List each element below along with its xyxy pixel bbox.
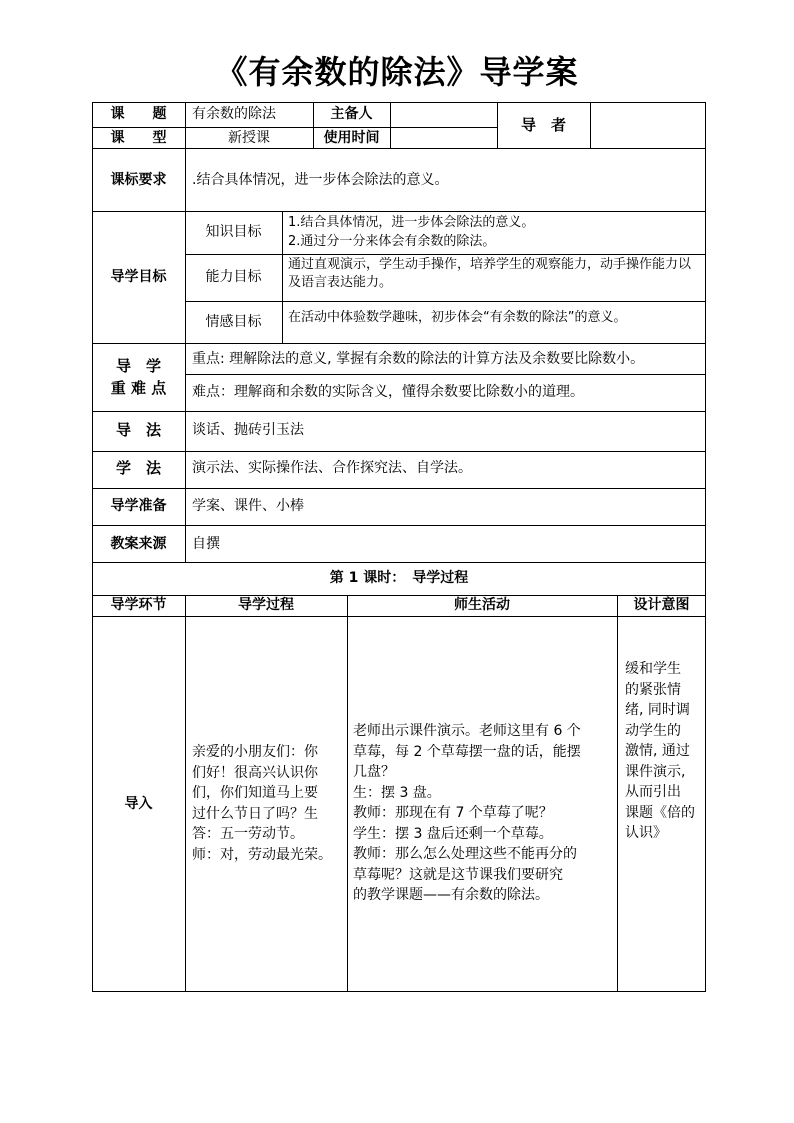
intent-line: 课题《倍的 — [625, 804, 695, 821]
intent-line: 课件演示, — [625, 763, 686, 780]
difficulty-text: 难点：理解商和余数的实际含义，懂得余数要比除数小的道理。 — [192, 384, 584, 400]
intent-line: 从而引出 — [625, 784, 681, 800]
process-line: 师：对，劳动最光荣。 — [192, 846, 332, 863]
process-cell — [192, 742, 344, 865]
activity-line: 教师：那么怎么处理这些不能再分的 — [353, 846, 577, 862]
focus-text: 重点: 理解除法的意义, 掌握有余数的除法的计算方法及余数要比除数小。 — [192, 351, 645, 367]
knowledge-goal-label: 知识目标 — [205, 224, 262, 240]
emotion-goal-label: 情感目标 — [205, 314, 262, 330]
teaching-method-label: 导 法 — [115, 421, 161, 439]
source-label: 教案来源 — [110, 536, 167, 552]
teaching-method-text: 谈话、抛砖引玉法 — [192, 422, 304, 438]
page-title: 《有余数的除法》导学案 — [215, 53, 579, 91]
process-line: 答：五一劳动节。 — [192, 826, 304, 842]
ability-goal-label: 能力目标 — [205, 269, 262, 285]
column-activity: 师生活动 — [454, 597, 510, 613]
type-value: 新授课 — [228, 130, 270, 146]
learning-method-text: 演示法、实际操作法、合作探究法、自学法。 — [192, 460, 472, 476]
activity-line: 的教学课题——有余数的除法。 — [353, 887, 549, 903]
stage-cell: 导入 — [124, 796, 153, 812]
intent-cell — [625, 659, 703, 844]
activity-line: 几盘？ — [353, 764, 395, 780]
activity-line: 生：摆 3 盘。 — [353, 784, 441, 801]
process-line: 亲爱的小朋友们：你 — [192, 744, 318, 760]
time-label: 使用时间 — [323, 130, 380, 146]
column-stage: 导学环节 — [110, 597, 167, 613]
column-intent: 设计意图 — [633, 597, 690, 613]
intent-line: 绪, 同时调 — [625, 702, 690, 718]
process-line: 过什么节日了吗？生 — [192, 805, 318, 822]
keypoints-label-line1: 导 学 — [115, 357, 161, 375]
intent-line: 缓和学生 — [625, 661, 681, 677]
intent-line: 动学生的 — [625, 722, 681, 739]
activity-line: 草莓，每 2 个草莓摆一盘的话，能摆 — [353, 743, 581, 760]
course-label: 课 题 — [110, 106, 167, 122]
knowledge-goal-line2: 2.通过分一分来体会有余数的除法。 — [288, 234, 496, 249]
goals-label: 导学目标 — [110, 269, 167, 285]
process-line: 们，你们知道马上要 — [192, 785, 318, 801]
column-process: 导学过程 — [238, 597, 294, 613]
guide-label: 导 者 — [520, 116, 566, 134]
preparation-label: 导学准备 — [110, 498, 167, 514]
intent-line: 的紧张情 — [625, 681, 681, 698]
knowledge-goal-line1: 1.结合具体情况，进一步体会除法的意义。 — [288, 215, 535, 230]
keypoints-label-line2: 重 难 点 — [110, 379, 167, 397]
standard-text: .结合具体情况，进一步体会除法的意义。 — [192, 172, 449, 188]
learning-method-label: 学 法 — [115, 459, 161, 477]
activity-line: 老师出示课件演示。老师这里有 6 个 — [353, 723, 581, 739]
intent-line: 激情, 通过 — [625, 743, 690, 759]
activity-line: 学生：摆 3 盘后还剩一个草莓。 — [353, 825, 553, 842]
process-line: 们好！很高兴认识你 — [192, 764, 318, 781]
type-label: 课 型 — [110, 130, 167, 146]
preparer-label: 主备人 — [330, 106, 373, 122]
activity-line: 教师：那现在有 7 个草莓了呢？ — [353, 805, 553, 821]
source-text: 自撰 — [192, 536, 220, 552]
preparation-text: 学案、课件、小棒 — [192, 498, 304, 514]
activity-line: 草莓呢？这就是这节课我们要研究 — [353, 866, 563, 883]
standard-label: 课标要求 — [110, 172, 167, 188]
lesson-heading: 第 1 课时： 导学过程 — [329, 570, 469, 586]
intent-line: 认识》 — [625, 825, 667, 841]
activity-cell — [353, 721, 613, 906]
emotion-goal-text: 在活动中体验数学趣味，初步体会“有余数的除法”的意义。 — [288, 310, 627, 325]
ability-goal-text: 通过直观演示，学生动手操作，培养学生的观察能力，动手操作能力以及语言表达能力。 — [288, 257, 692, 290]
course-value: 有余数的除法 — [192, 106, 276, 122]
